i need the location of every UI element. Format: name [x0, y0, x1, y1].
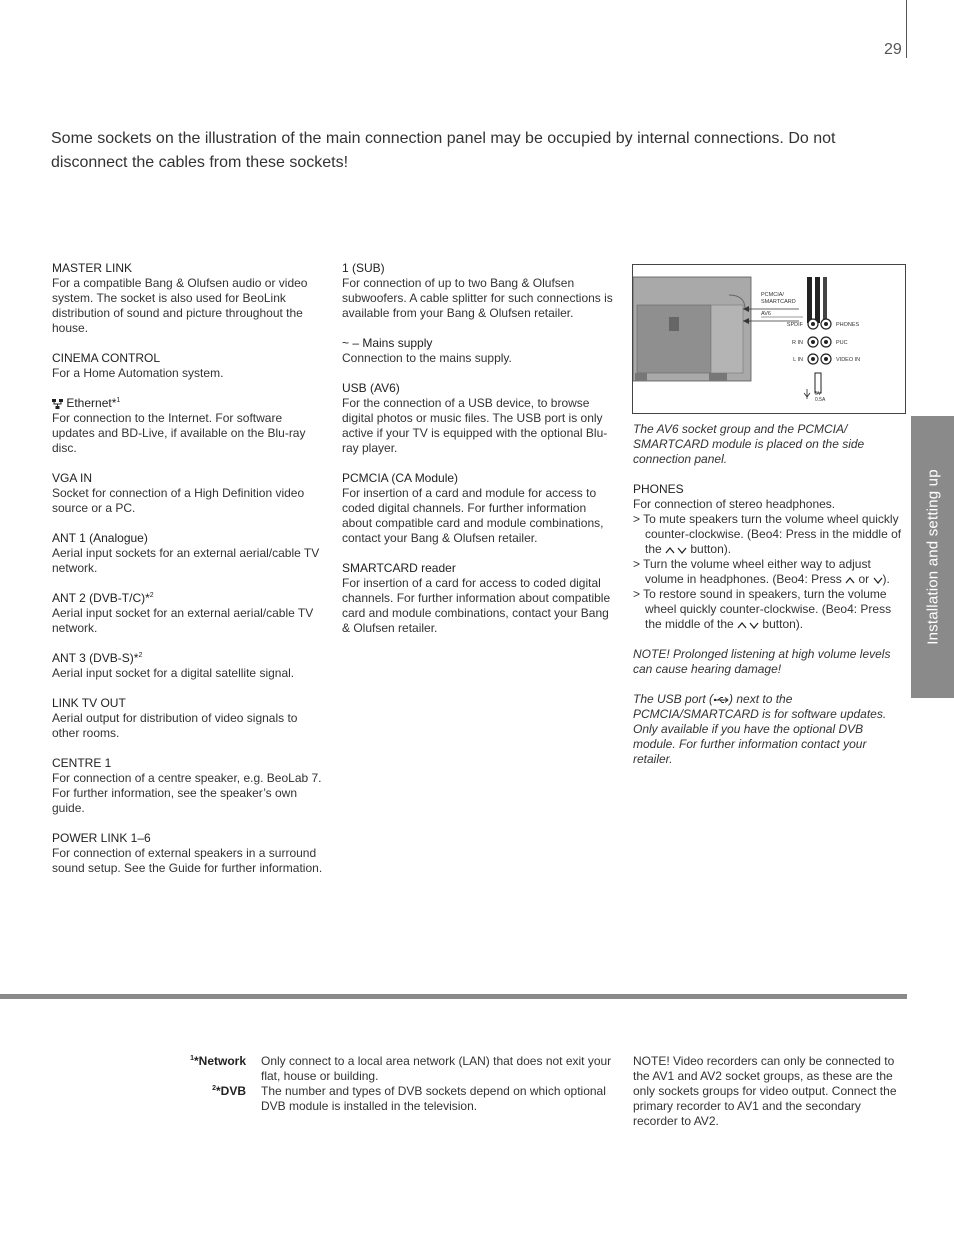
socket-heading: Ethernet* [66, 396, 117, 410]
side-panel-illustration [632, 264, 906, 414]
label-phones: PHONES [836, 322, 860, 328]
socket-description: Aerial input sockets for an external aerial/cable TV network. [52, 546, 320, 575]
bullet-item [633, 557, 908, 587]
side-tab-label: Installation and setting up [924, 469, 941, 645]
network-icon [52, 399, 63, 409]
socket-item [52, 651, 327, 681]
socket-heading-suffix: (CA Module) [388, 471, 459, 485]
socket-heading-row [342, 471, 617, 486]
socket-item [52, 831, 327, 876]
socket-heading: 1 (SUB) [342, 261, 385, 275]
socket-item [342, 561, 617, 636]
socket-description: For connection to the Internet. For software updates and BD-Live, if available on the Blu-ray disc. [52, 411, 306, 455]
socket-description: For connection of a centre speaker, e.g. BeoLab 7. For further information, see the speaker’s own guide. [52, 771, 322, 815]
socket-heading: POWER LINK 1–6 [52, 831, 151, 845]
socket-heading-row [342, 381, 617, 396]
label-l-in: L IN [793, 357, 803, 363]
socket-item [52, 756, 327, 816]
footnote-number: 2 [212, 1085, 216, 1092]
socket-item [52, 531, 327, 576]
section-divider [0, 994, 907, 999]
up-down-arrows-icon [737, 621, 759, 629]
usb-icon [713, 696, 729, 704]
socket-heading-row [52, 396, 327, 411]
page-number-rule [906, 0, 907, 58]
socket-heading: PHONES [633, 482, 684, 496]
socket-heading-suffix: reader [417, 561, 456, 575]
bullet-text: or [858, 572, 870, 586]
socket-item [342, 336, 617, 366]
footnote-label [166, 1054, 246, 1069]
label-puc: PUC [836, 340, 848, 346]
footnote-text: The number and types of DVB sockets depend on which optional DVB module is installed in the television. [261, 1084, 606, 1113]
socket-heading: PCMCIA [342, 471, 389, 485]
socket-item [52, 261, 327, 336]
up-arrow-icon [845, 576, 855, 584]
bullet-text: > To restore sound in speakers, turn the volume wheel quickly counter-clockwise. (Beo4: Press the middle of the [633, 587, 892, 631]
socket-description: For insertion of a card for access to coded digital channels. For further information about compatible card and module combinations, contact your Bang & Olufsen retailer. [342, 576, 611, 635]
socket-description: Aerial input socket for an external aerial/cable TV network. [52, 606, 314, 635]
socket-heading: ANT 2 (DVB-T/C)* [52, 591, 150, 605]
usb-note-text: ) next to the PCMCIA/SMARTCARD is for software updates. Only available if you have the optional DVB module. For further information contact your retailer. [633, 692, 887, 766]
side-tab[interactable] [911, 416, 954, 698]
socket-description: Connection to the mains supply. [342, 351, 512, 365]
label-smartcard: SMARTCARD [761, 299, 796, 305]
page-number: 29 [884, 41, 902, 58]
socket-description: Socket for connection of a High Definition video source or a PC. [52, 486, 305, 515]
label-05a: 0.5A [815, 397, 826, 403]
hearing-note: NOTE! Prolonged listening at high volume levels can cause hearing damage! [633, 647, 891, 676]
bullet-item [633, 587, 908, 632]
socket-heading-row [52, 651, 327, 666]
label-5v: 5V [815, 391, 822, 397]
socket-description: For a compatible Bang & Olufsen audio or video system. The socket is also used for BeoLink distribution of sound and picture throughout the house. [52, 276, 308, 335]
phones-section [633, 482, 908, 632]
bullet-text: button). [762, 617, 804, 631]
video-recorder-note: NOTE! Video recorders can only be connected to the AV1 and AV2 socket groups, as these are the only sockets groups for video output. Connect the primary recorder to AV1 and the secondary recorder to AV2. [633, 1054, 897, 1128]
socket-item [52, 696, 327, 741]
socket-item [342, 471, 617, 546]
socket-heading: ANT 1 (Analogue) [52, 531, 148, 545]
footnote-number: 1 [190, 1055, 194, 1062]
label-r-in: R IN [792, 340, 803, 346]
socket-heading: VGA IN [52, 471, 93, 485]
footnote-ref: 2 [149, 592, 154, 599]
socket-item [52, 591, 327, 636]
footnote-label-text: *Network [193, 1054, 246, 1068]
socket-heading: SMARTCARD [342, 561, 418, 575]
socket-heading: CENTRE 1 [52, 756, 112, 770]
down-arrow-icon [873, 576, 883, 584]
label-spdif: SPDIF [786, 322, 803, 328]
label-video-in: VIDEO IN [836, 357, 861, 363]
socket-heading: ~ – Mains supply [342, 336, 433, 350]
bullet-text: > Turn the volume wheel either way to adjust volume in headphones. (Beo4: Press [633, 557, 871, 586]
socket-heading: LINK TV OUT [52, 696, 126, 710]
figure-caption: The AV6 socket group and the PCMCIA/ SMARTCARD module is placed on the side connection panel. [633, 422, 865, 466]
socket-description: For the connection of a USB device, to browse digital photos or music files. The USB port is only active if your TV is equipped with the optional Blu-ray player. [342, 396, 608, 455]
label-pcmcia: PCMCIA/ [761, 292, 784, 298]
socket-description: Aerial output for distribution of video signals to other rooms. [52, 711, 298, 740]
column-3 [633, 422, 908, 782]
socket-heading-suffix: (AV6) [366, 381, 400, 395]
socket-heading-row [52, 591, 327, 606]
bullet-item [633, 512, 908, 557]
socket-description: For a Home Automation system. [52, 366, 224, 380]
bullet-text: button). [690, 542, 732, 556]
footnote-label [166, 1084, 246, 1099]
label-av6: AV6 [761, 311, 771, 317]
footnote-ref: 1 [116, 397, 121, 404]
socket-description: For connection of stereo headphones. [633, 497, 836, 511]
column-2 [342, 261, 617, 651]
socket-heading-row [342, 561, 617, 576]
column-1 [52, 261, 327, 891]
footnote-label-text: *DVB [215, 1084, 246, 1098]
socket-heading: ANT 3 (DVB-S)* [52, 651, 139, 665]
socket-description: Aerial input socket for a digital satellite signal. [52, 666, 295, 680]
up-down-arrows-icon [665, 546, 687, 554]
socket-description: For connection of external speakers in a surround sound setup. See the Guide for further information. [52, 846, 323, 875]
bullet-text: > To mute speakers turn the volume wheel quickly counter-clockwise. (Beo4: Press in the middle of the [633, 512, 902, 556]
socket-heading: USB [342, 381, 367, 395]
side-panel-drawing [633, 265, 906, 414]
socket-item [52, 471, 327, 516]
socket-item [52, 351, 327, 381]
footnote-text: Only connect to a local area network (LAN) that does not exit your flat, house or building. [261, 1054, 612, 1083]
footnote-ref: 2 [138, 652, 143, 659]
usb-note-text: The USB port ( [633, 692, 714, 706]
bullet-text: ). [882, 572, 890, 586]
socket-item [342, 381, 617, 456]
socket-item [52, 396, 327, 456]
socket-item [342, 261, 617, 321]
socket-description: For insertion of a card and module for access to coded digital channels. For further information about compatible card and module combinations, contact your Bang & Olufsen retailer. [342, 486, 604, 545]
socket-heading: CINEMA CONTROL [52, 351, 161, 365]
socket-description: For connection of up to two Bang & Olufsen subwoofers. A cable splitter for such connections is available from your Bang & Olufsen retailer. [342, 276, 613, 320]
warning-text: Some sockets on the illustration of the main connection panel may be occupied by internal connections. Do not disconnect the cables from these sockets! [51, 130, 836, 171]
socket-heading: MASTER LINK [52, 261, 133, 275]
usb-note [633, 692, 908, 767]
